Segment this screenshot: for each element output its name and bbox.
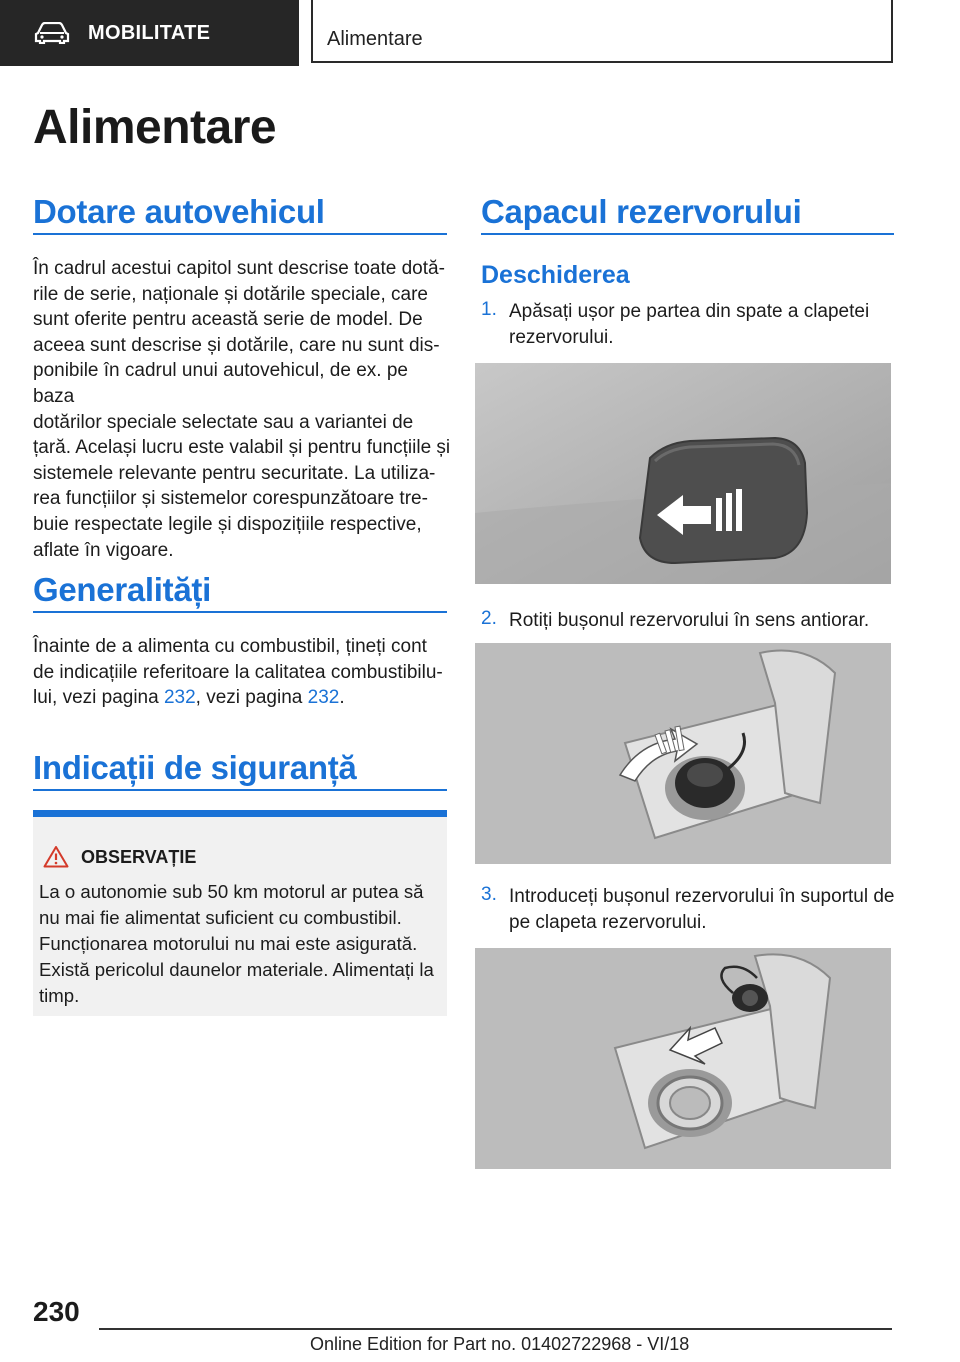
text-line: nu mai fie alimentat suficient cu combustibil. xyxy=(39,907,402,928)
text-line: rile de serie, naționale și dotările speciale, care xyxy=(33,283,428,305)
text-line: rezervorului. xyxy=(509,326,614,348)
text-line: țară. Același lucru este valabil și pentru funcțiile și xyxy=(33,437,451,459)
text-span: . xyxy=(339,687,345,709)
page-number: 230 xyxy=(33,1296,80,1327)
warning-triangle-icon xyxy=(43,845,69,868)
warning-text xyxy=(39,879,439,1009)
step-text xyxy=(509,884,899,935)
heading-rule xyxy=(33,789,447,791)
generalitati-paragraph xyxy=(33,634,453,711)
text-line: pe clapeta rezervorului. xyxy=(509,911,707,933)
heading-generalitati: Generalități xyxy=(33,571,211,608)
text-line: În cadrul acestui capitol sunt descrise toate dotă- xyxy=(33,258,445,279)
fuel-cap-insert-illustration xyxy=(475,948,891,1169)
step-number: 1. xyxy=(481,299,497,320)
heading-rule xyxy=(33,233,447,235)
heading-siguranta: Indicații de siguranță xyxy=(33,749,357,786)
heading-rule xyxy=(33,611,447,613)
text-line: aflate în vigoare. xyxy=(33,539,174,561)
step-text xyxy=(509,608,899,634)
step-number: 3. xyxy=(481,884,497,905)
heading-capacul: Capacul rezervorului xyxy=(481,193,802,230)
text-line: ponibile în cadrul unui autovehicul, de ex. pe baza xyxy=(33,360,408,407)
footer-edition: Online Edition for Part no. 01402722968 - VI/18 xyxy=(310,1334,690,1354)
text-line: Există pericolul daunelor materiale. Alimentați la xyxy=(39,959,434,980)
page-link-232[interactable]: 232 xyxy=(307,687,340,709)
page-title: Alimentare xyxy=(33,101,277,154)
text-line: Rotiți bușonul rezervorului în sens antiorar. xyxy=(509,610,870,631)
text-line: Funcționarea motorului nu mai este asigurată. xyxy=(39,933,418,954)
text-line: dotărilor speciale selectate sau a variantei de xyxy=(33,411,414,433)
warning-box xyxy=(33,810,447,1016)
text-line: buie respectate legile și dispozițiile respective, xyxy=(33,513,422,535)
text-line: Înainte de a alimenta cu combustibil, țineți cont xyxy=(33,636,427,657)
dotare-paragraph xyxy=(33,256,453,563)
step-number: 2. xyxy=(481,608,497,629)
chapter-label: Alimentare xyxy=(327,28,423,50)
text-line: aceea sunt descrise și dotările, care nu sunt dis- xyxy=(33,334,440,356)
fuel-cap-rotate-illustration xyxy=(475,643,891,864)
subheading-deschiderea: Deschiderea xyxy=(481,261,630,289)
text-span: lui, vezi pagina xyxy=(33,687,164,709)
fuel-flap-press-illustration xyxy=(475,363,891,584)
text-line: sistemele relevante pentru securitate. La utiliza- xyxy=(33,462,436,484)
text-span: , vezi pagina xyxy=(195,687,308,709)
footer-rule xyxy=(99,1328,892,1330)
warning-label: OBSERVAȚIE xyxy=(81,847,197,867)
section-label: MOBILITATE xyxy=(88,21,211,44)
chapter-header xyxy=(311,0,893,63)
section-tab[interactable] xyxy=(0,0,299,66)
heading-rule xyxy=(481,233,894,235)
text-line: Introduceți bușonul rezervorului în suportul de xyxy=(509,886,895,907)
text-line: sunt oferite pentru această serie de model. De xyxy=(33,309,423,331)
car-icon xyxy=(34,22,70,44)
text-line xyxy=(33,685,453,711)
heading-dotare: Dotare autovehicul xyxy=(33,193,325,230)
page-link-232[interactable]: 232 xyxy=(163,687,196,709)
step-text xyxy=(509,299,899,350)
text-line: rea funcțiilor și sistemelor corespunzătoare tre- xyxy=(33,488,428,510)
text-line: de indicațiile referitoare la calitatea combustibilu- xyxy=(33,661,443,683)
text-line: Apăsați ușor pe partea din spate a clapetei xyxy=(509,301,870,322)
text-line: La o autonomie sub 50 km motorul ar putea să xyxy=(39,881,424,902)
text-line: timp. xyxy=(39,985,80,1006)
